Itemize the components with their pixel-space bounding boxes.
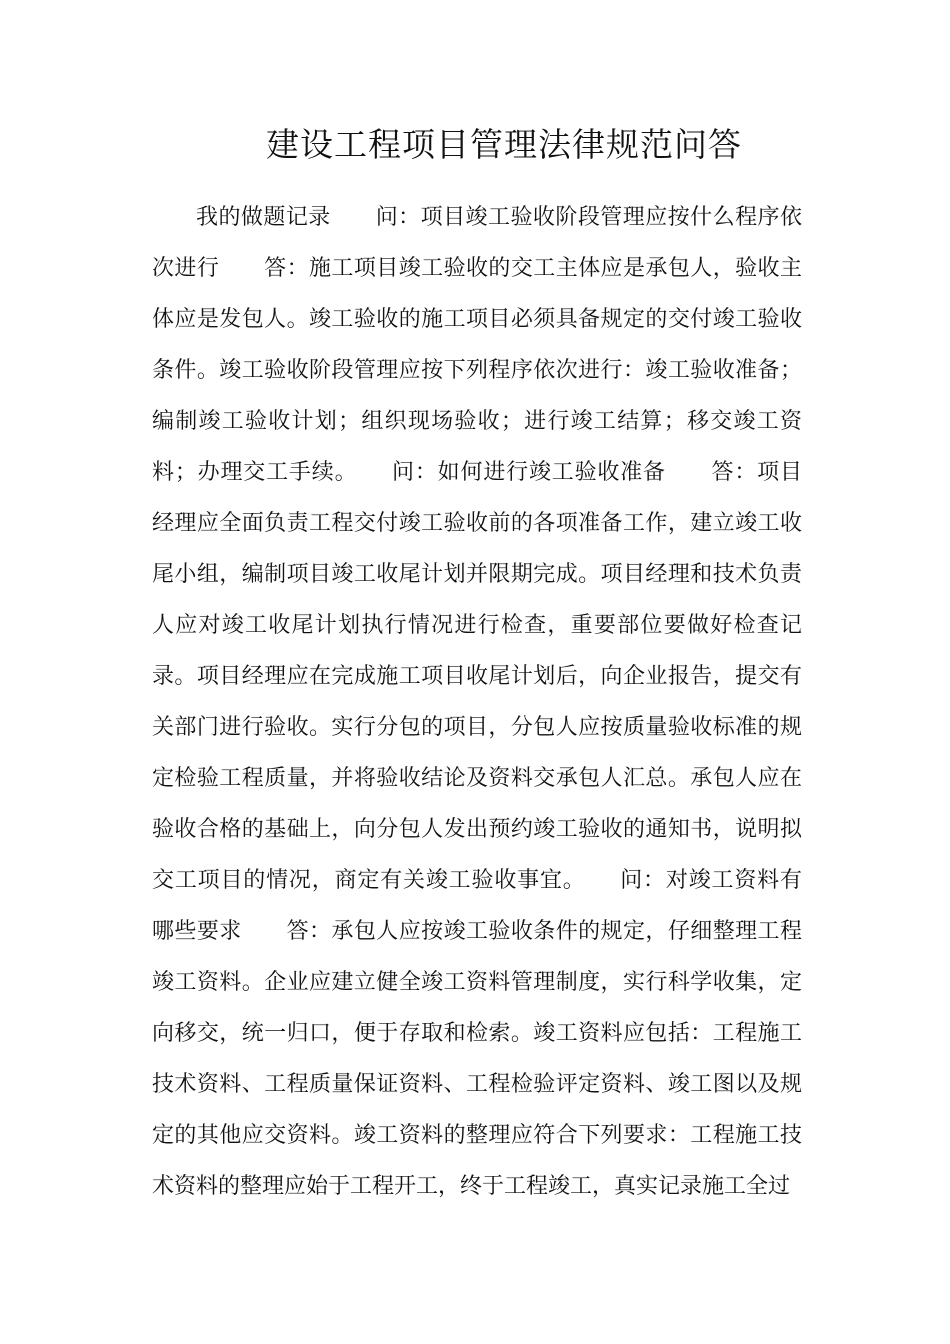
body-line: 技术资料、工程质量保证资料、工程检验评定资料、竣工图以及规 — [152, 1072, 802, 1097]
body-line: 验收合格的基础上，向分包人发出预约竣工验收的通知书，说明拟 — [152, 817, 802, 842]
body-line: 次进行 答：施工项目竣工验收的交工主体应是承包人，验收主 — [152, 256, 802, 281]
body-line: 录。项目经理应在完成施工项目收尾计划后，向企业报告，提交有 — [152, 664, 802, 689]
body-line: 体应是发包人。竣工验收的施工项目必须具备规定的交付竣工验收 — [152, 307, 802, 332]
document-title: 建设工程项目管理法律规范问答 — [266, 125, 742, 164]
body-line: 经理应全面负责工程交付竣工验收前的各项准备工作，建立竣工收 — [152, 511, 802, 536]
body-line: 哪些要求 答：承包人应按竣工验收条件的规定，仔细整理工程 — [152, 919, 802, 944]
document-body — [152, 192, 802, 1212]
body-line: 术资料的整理应始于工程开工，终于工程竣工，真实记录施工全过 — [152, 1174, 791, 1199]
body-line: 定的其他应交资料。竣工资料的整理应符合下列要求：工程施工技 — [152, 1123, 802, 1148]
body-line: 条件。竣工验收阶段管理应按下列程序依次进行：竣工验收准备； — [152, 358, 802, 383]
body-line: 关部门进行验收。实行分包的项目，分包人应按质量验收标准的规 — [152, 715, 802, 740]
body-line: 我的做题记录 问：项目竣工验收阶段管理应按什么程序依 — [196, 205, 802, 230]
body-line: 编制竣工验收计划；组织现场验收；进行竣工结算；移交竣工资 — [152, 409, 802, 434]
body-line: 向移交，统一归口，便于存取和检索。竣工资料应包括：工程施工 — [152, 1021, 802, 1046]
body-line: 人应对竣工收尾计划执行情况进行检查，重要部位要做好检查记 — [152, 613, 802, 638]
body-line: 竣工资料。企业应建立健全竣工资料管理制度，实行科学收集，定 — [152, 970, 802, 995]
body-line: 尾小组，编制项目竣工收尾计划并限期完成。项目经理和技术负责 — [152, 562, 802, 587]
body-line: 料；办理交工手续。 问：如何进行竣工验收准备 答：项目 — [152, 460, 802, 485]
body-line: 交工项目的情况，商定有关竣工验收事宜。 问：对竣工资料有 — [152, 868, 802, 893]
body-line: 定检验工程质量，并将验收结论及资料交承包人汇总。承包人应在 — [152, 766, 802, 791]
